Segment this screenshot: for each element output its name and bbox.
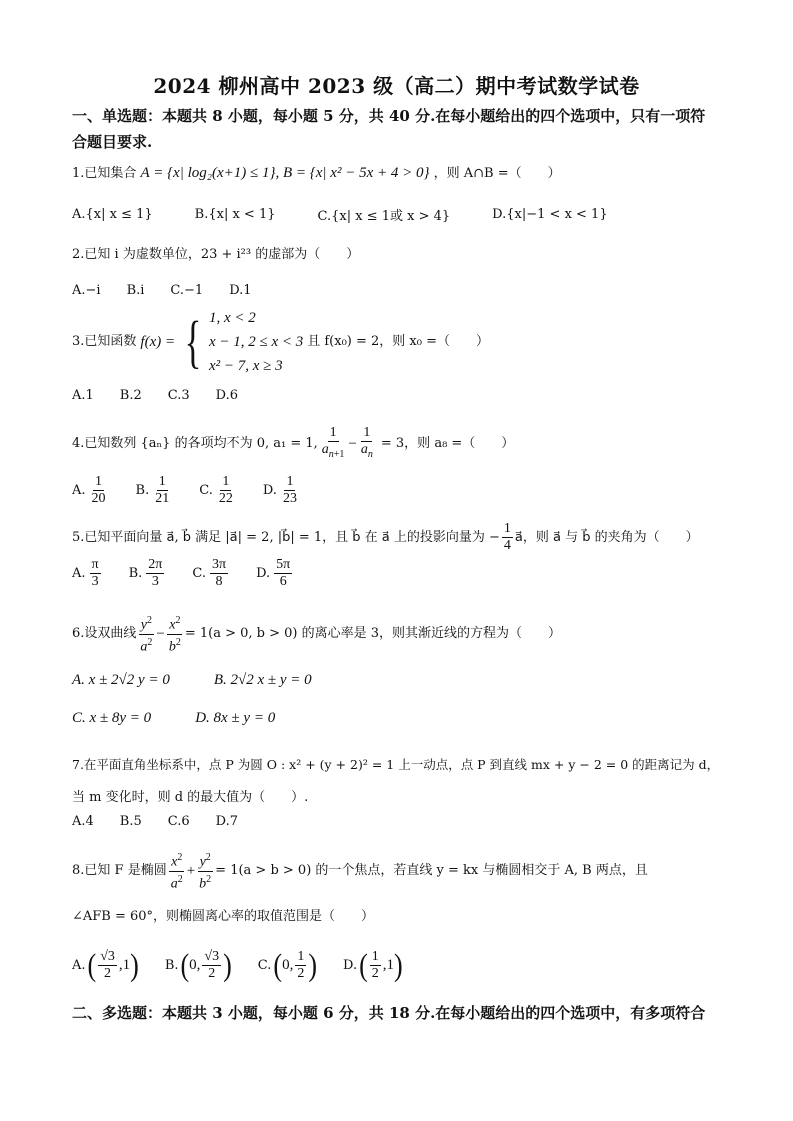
option-a[interactable]: A. ( $\frac{√3}{2}$ ,1 ) xyxy=(72,947,139,983)
option-d[interactable]: D. $\frac{1}{23}$ xyxy=(262,474,297,506)
question-4: 4.已知数列 {aₙ} 的各项均不为 0, a₁ = 1, $\frac{1}{a_{n+1}}$ − $\frac{1}{a_n}$ = 3，则 a₈ =（ ） xyxy=(72,425,514,463)
option-a[interactable]: A. $\frac{1}{20}$ xyxy=(72,474,106,506)
question-7-line-1: 7.在平面直角坐标系中，点 P 为圆 O : x² + (y + 2)² = 1 上一动点，点 P 到直线 mx + y − 2 = 0 的距离记为 d， xyxy=(72,757,720,772)
question-8: 8.已知 F 是椭圆 $\frac{x^2}{a^2}$ + $\frac{y^2}{b^2}$ = 1(a > b > 0) 的一个焦点，若直线 y = kx 与椭圆相交于 A, B 两点，且 xyxy=(72,852,648,892)
option-b[interactable]: B. $\frac{2\pi}{3}$ xyxy=(128,557,163,589)
question-5: 5.已知平面向量 a⃗, b⃗ 满足 |a⃗| = 2, |b⃗| = 1，且 b⃗ 在 a⃗ 上的投影向量为 − $\frac{1}{4}$ a⃗，则 a⃗ 与 b⃗ 的夹角为（ ） xyxy=(72,521,699,553)
brace-symbol: { xyxy=(184,309,202,374)
question-2-options xyxy=(72,283,278,298)
question-3: 3.已知函数 f(x) = { 1, x < 2 x − 1, 2 ≤ x < 3 x² − 7, x ≥ 3 且 f(x₀) = 2，则 x₀ =（ ） xyxy=(72,306,489,378)
question-7-options xyxy=(72,814,264,829)
option-b[interactable]: B. 2√2 x ± y = 0 xyxy=(213,672,312,688)
option-d[interactable]: D.1 xyxy=(229,283,252,298)
option-c[interactable]: C. $\frac{1}{22}$ xyxy=(199,474,233,506)
question-6-options-row-2 xyxy=(72,710,301,727)
option-d[interactable]: D. $\frac{5\pi}{6}$ xyxy=(256,557,291,589)
option-a[interactable]: A. x ± 2√2 y = 0 xyxy=(72,672,170,688)
question-3-options xyxy=(72,388,264,403)
option-d[interactable]: D. ( $\frac{1}{2}$ ,1 ) xyxy=(343,947,403,983)
option-b[interactable]: B. ( 0, $\frac{√3}{2}$ ) xyxy=(164,947,232,983)
question-8-line-2: ∠AFB = 60°，则椭圆离心率的取值范围是（ ） xyxy=(72,909,375,924)
option-d[interactable]: D. 8x ± y = 0 xyxy=(195,710,276,726)
option-b[interactable]: B. $\frac{1}{21}$ xyxy=(135,474,170,506)
option-d[interactable]: D.6 xyxy=(215,388,239,403)
option-a[interactable]: A.4 xyxy=(72,814,94,829)
option-c[interactable]: C.6 xyxy=(167,814,190,829)
option-d[interactable]: D.{x|−1 < x < 1} xyxy=(492,207,608,222)
fraction-1-over-a-n-plus-1: $\frac{1}{a_{n+1}}$ xyxy=(321,425,345,460)
question-8-options xyxy=(72,949,429,982)
question-2: 2.已知 i 为虚数单位，23 + i²³ 的虚部为（ ） xyxy=(72,247,360,262)
option-a[interactable]: A.−i xyxy=(72,283,101,298)
question-1-expression: A = {x| log₂(x+1) ≤ 1}, B = {x| x² − 5x + 4 > 0} xyxy=(140,165,430,181)
option-c[interactable]: C. $\frac{3\pi}{8}$ xyxy=(192,557,227,589)
page-title: 2024 柳州高中 2023 级（高二）期中考试数学试卷 xyxy=(153,74,640,98)
fraction-y2-over-a2: $\frac{y^2}{a^2}$ xyxy=(140,615,153,655)
option-a[interactable]: A.1 xyxy=(72,388,94,403)
question-1-options xyxy=(72,205,634,224)
option-d[interactable]: D.7 xyxy=(215,814,239,829)
option-b[interactable]: B.5 xyxy=(119,814,142,829)
fraction-1-over-a-n: $\frac{1}{a_n}$ xyxy=(360,425,373,460)
question-7-line-2: 当 m 变化时，则 d 的最大值为（ ）. xyxy=(72,790,309,805)
option-c[interactable]: C.3 xyxy=(167,388,190,403)
fraction-y2-over-b2: $\frac{y^2}{b^2}$ xyxy=(199,852,212,892)
question-1: 1.已知集合 A = {x| log₂(x+1) ≤ 1}, B = {x| x² − 5x + 4 > 0} ，则 A∩B =（ ） xyxy=(72,165,561,181)
option-b[interactable]: B.i xyxy=(126,283,145,298)
fraction-x2-over-b2: $\frac{x^2}{b^2}$ xyxy=(168,615,181,655)
question-6-options-row-1 xyxy=(72,672,338,689)
option-c[interactable]: C.−1 xyxy=(170,283,204,298)
fraction-x2-over-a2: $\frac{x^2}{a^2}$ xyxy=(170,852,183,892)
option-a[interactable]: A.{x| x ≤ 1} xyxy=(72,207,153,222)
section-1-heading: 一、单选题：本题共 8 小题，每小题 5 分，共 40 分.在每小题给出的四个选项中，只有一项符 合题目要求. xyxy=(72,107,706,151)
fraction-one-quarter: $\frac{1}{4}$ xyxy=(503,521,511,553)
piecewise-function: { 1, x < 2 x − 1, 2 ≤ x < 3 x² − 7, x ≥ 3 xyxy=(184,309,304,374)
question-5-options xyxy=(72,557,320,590)
option-c[interactable]: C.{x| x ≤ 1或 x > 4} xyxy=(317,209,451,224)
section-2-heading: 二、多选题：本题共 3 小题，每小题 6 分，共 18 分.在每小题给出的四个选项中，有多项符合 xyxy=(72,1004,706,1022)
option-b[interactable]: B.2 xyxy=(119,388,142,403)
option-b[interactable]: B.{x| x < 1} xyxy=(194,207,276,222)
option-c[interactable]: C. ( 0, $\frac{1}{2}$ ) xyxy=(257,947,317,983)
question-6: 6.设双曲线 $\frac{y^2}{a^2}$ − $\frac{x^2}{b^2}$ = 1(a > 0, b > 0) 的离心率是 3，则其渐近线的方程为（ ） xyxy=(72,615,562,655)
option-a[interactable]: A. $\frac{\pi}{3}$ xyxy=(72,557,99,589)
option-c[interactable]: C. x ± 8y = 0 xyxy=(72,710,152,726)
question-4-options xyxy=(72,474,327,507)
